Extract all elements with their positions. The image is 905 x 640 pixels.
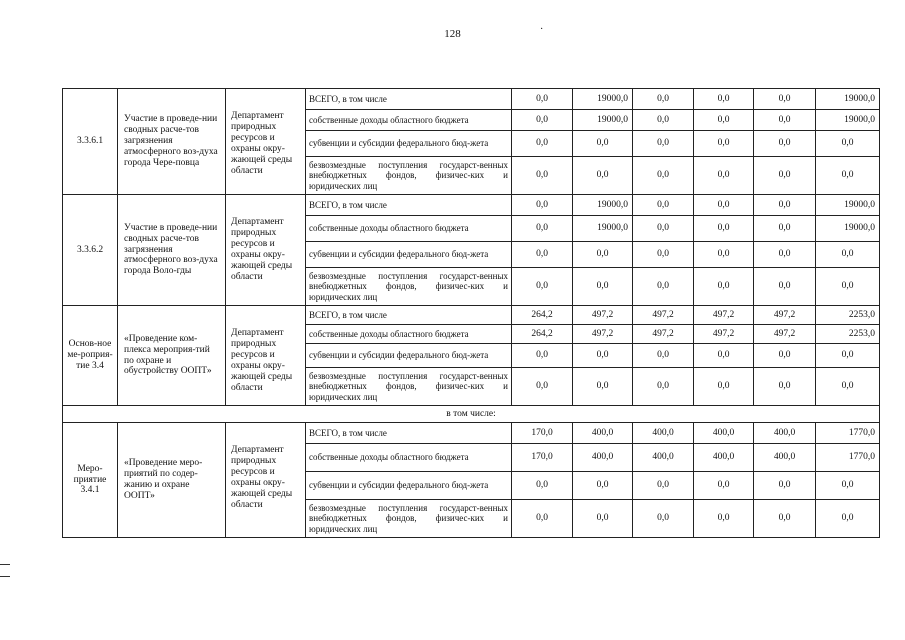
activity-name: «Проведение ком-плекса мероприя-тий по охране и обустройству ООПТ» (118, 306, 226, 406)
responsible-executor: Департамент природных ресурсов и охраны окру-жающей среды области (226, 423, 306, 538)
funding-value: 0,0 (816, 344, 880, 368)
funding-value: 19000,0 (816, 195, 880, 216)
funding-value: 19000,0 (573, 110, 633, 131)
funding-value: 2253,0 (816, 306, 880, 325)
funding-source: субвенции и субсидии федерального бюд-жета (306, 242, 512, 268)
funding-value: 0,0 (573, 131, 633, 157)
funding-value: 0,0 (694, 242, 754, 268)
funding-value: 0,0 (816, 368, 880, 406)
activity-code: 3.3.6.1 (63, 89, 118, 195)
funding-value: 0,0 (754, 242, 816, 268)
funding-value: 1770,0 (816, 444, 880, 472)
activity-name: Участие в проведе-нии сводных расче-тов загрязнения атмосферного воз-духа города Воло-гды (118, 195, 226, 306)
page-number: 128 (444, 28, 461, 40)
funding-value: 19000,0 (573, 89, 633, 110)
funding-value: 0,0 (633, 131, 694, 157)
funding-source: безвозмездные поступления государст-венных внебюджетных фондов, физичес-ких и юридических лиц (306, 368, 512, 406)
funding-value: 0,0 (633, 157, 694, 195)
funding-value: 264,2 (512, 306, 573, 325)
funding-source: ВСЕГО, в том числе (306, 423, 512, 444)
funding-source: субвенции и субсидии федерального бюд-жета (306, 344, 512, 368)
activity-name: Участие в проведе-нии сводных расче-тов загрязнения атмосферного воз-духа города Чере-повца (118, 89, 226, 195)
funding-value: 0,0 (633, 368, 694, 406)
funding-value: 0,0 (512, 268, 573, 306)
funding-value: 0,0 (816, 131, 880, 157)
funding-source: безвозмездные поступления государст-венных внебюджетных фондов, физичес-ких и юридических лиц (306, 268, 512, 306)
funding-value: 0,0 (633, 110, 694, 131)
funding-value: 2253,0 (816, 325, 880, 344)
funding-value: 400,0 (754, 444, 816, 472)
funding-value: 0,0 (754, 195, 816, 216)
funding-value: 0,0 (754, 268, 816, 306)
activity-code: 3.3.6.2 (63, 195, 118, 306)
funding-value: 0,0 (633, 89, 694, 110)
funding-value: 0,0 (512, 157, 573, 195)
funding-value: 19000,0 (816, 110, 880, 131)
funding-value: 0,0 (754, 472, 816, 500)
funding-value: 0,0 (512, 472, 573, 500)
funding-value: 0,0 (694, 368, 754, 406)
funding-source: субвенции и субсидии федерального бюд-жета (306, 131, 512, 157)
funding-value: 0,0 (754, 216, 816, 242)
funding-value: 0,0 (754, 157, 816, 195)
funding-value: 19000,0 (573, 195, 633, 216)
funding-value: 0,0 (754, 344, 816, 368)
funding-value: 0,0 (512, 368, 573, 406)
funding-source: безвозмездные поступления государст-венных внебюджетных фондов, физичес-ких и юридических лиц (306, 157, 512, 195)
table-row (63, 89, 880, 110)
funding-value: 0,0 (573, 268, 633, 306)
funding-value: 400,0 (694, 444, 754, 472)
funding-value: 0,0 (512, 110, 573, 131)
funding-source: собственные доходы областного бюджета (306, 110, 512, 131)
funding-value: 0,0 (633, 500, 694, 538)
funding-value: 0,0 (754, 89, 816, 110)
funding-source: собственные доходы областного бюджета (306, 216, 512, 242)
table-row (63, 195, 880, 216)
funding-value: 400,0 (694, 423, 754, 444)
funding-value: 0,0 (512, 195, 573, 216)
funding-value: 0,0 (754, 131, 816, 157)
funding-value: 0,0 (694, 216, 754, 242)
funding-value: 497,2 (754, 325, 816, 344)
funding-value: 0,0 (694, 131, 754, 157)
subheading-row (63, 406, 880, 423)
funding-value: 0,0 (633, 344, 694, 368)
funding-source: субвенции и субсидии федерального бюд-жета (306, 472, 512, 500)
funding-source: ВСЕГО, в том числе (306, 89, 512, 110)
funding-value: 0,0 (573, 472, 633, 500)
funding-source: безвозмездные поступления государст-венных внебюджетных фондов, физичес-ких и юридических лиц (306, 500, 512, 538)
table-row (63, 306, 880, 325)
funding-value: 0,0 (633, 216, 694, 242)
budget-table (62, 88, 880, 538)
funding-value: 0,0 (633, 195, 694, 216)
table-row (63, 423, 880, 444)
funding-value: 0,0 (633, 268, 694, 306)
funding-value: 170,0 (512, 423, 573, 444)
subheading: в том числе: (63, 406, 880, 423)
responsible-executor: Департамент природных ресурсов и охраны окру-жающей среды области (226, 89, 306, 195)
funding-value: 0,0 (754, 500, 816, 538)
funding-value: 0,0 (573, 242, 633, 268)
funding-value: 0,0 (694, 344, 754, 368)
responsible-executor: Департамент природных ресурсов и охраны окру-жающей среды области (226, 195, 306, 306)
margin-mark (0, 576, 10, 577)
funding-value: 0,0 (816, 157, 880, 195)
funding-value: 0,0 (512, 216, 573, 242)
margin-mark (0, 564, 10, 565)
funding-value: 0,0 (512, 500, 573, 538)
activity-code: Основ-ное ме-роприя-тие 3.4 (63, 306, 118, 406)
funding-value: 0,0 (512, 344, 573, 368)
funding-source: ВСЕГО, в том числе (306, 306, 512, 325)
funding-value: 19000,0 (816, 216, 880, 242)
funding-value: 0,0 (816, 242, 880, 268)
funding-value: 497,2 (633, 306, 694, 325)
activity-code: Меро-приятие 3.4.1 (63, 423, 118, 538)
funding-value: 1770,0 (816, 423, 880, 444)
funding-value: 0,0 (512, 131, 573, 157)
funding-value: 264,2 (512, 325, 573, 344)
funding-value: 0,0 (694, 195, 754, 216)
funding-value: 400,0 (633, 423, 694, 444)
funding-value: 0,0 (633, 242, 694, 268)
funding-value: 0,0 (694, 157, 754, 195)
funding-value: 19000,0 (816, 89, 880, 110)
funding-value: 0,0 (816, 268, 880, 306)
activity-name: «Проведение меро-приятий по содер-жанию и охране ООПТ» (118, 423, 226, 538)
responsible-executor: Департамент природных ресурсов и охраны окру-жающей среды области (226, 306, 306, 406)
funding-value: 0,0 (694, 110, 754, 131)
funding-value: 0,0 (573, 368, 633, 406)
funding-value: 0,0 (816, 472, 880, 500)
funding-source: собственные доходы областного бюджета (306, 325, 512, 344)
funding-value: 497,2 (754, 306, 816, 325)
funding-value: 497,2 (694, 306, 754, 325)
funding-value: 0,0 (754, 110, 816, 131)
funding-value: 0,0 (512, 89, 573, 110)
funding-value: 0,0 (694, 472, 754, 500)
funding-value: 497,2 (573, 306, 633, 325)
page-mark: · (540, 24, 544, 35)
funding-value: 0,0 (694, 500, 754, 538)
funding-source: собственные доходы областного бюджета (306, 444, 512, 472)
funding-value: 19000,0 (573, 216, 633, 242)
funding-value: 170,0 (512, 444, 573, 472)
funding-value: 0,0 (633, 472, 694, 500)
funding-value: 400,0 (573, 444, 633, 472)
funding-value: 400,0 (754, 423, 816, 444)
funding-source: ВСЕГО, в том числе (306, 195, 512, 216)
funding-value: 0,0 (573, 500, 633, 538)
funding-value: 497,2 (633, 325, 694, 344)
funding-value: 0,0 (573, 344, 633, 368)
funding-value: 0,0 (573, 157, 633, 195)
funding-value: 0,0 (754, 368, 816, 406)
funding-value: 400,0 (633, 444, 694, 472)
funding-value: 497,2 (573, 325, 633, 344)
funding-value: 0,0 (816, 500, 880, 538)
funding-value: 497,2 (694, 325, 754, 344)
funding-value: 400,0 (573, 423, 633, 444)
funding-value: 0,0 (512, 242, 573, 268)
funding-value: 0,0 (694, 268, 754, 306)
funding-value: 0,0 (694, 89, 754, 110)
